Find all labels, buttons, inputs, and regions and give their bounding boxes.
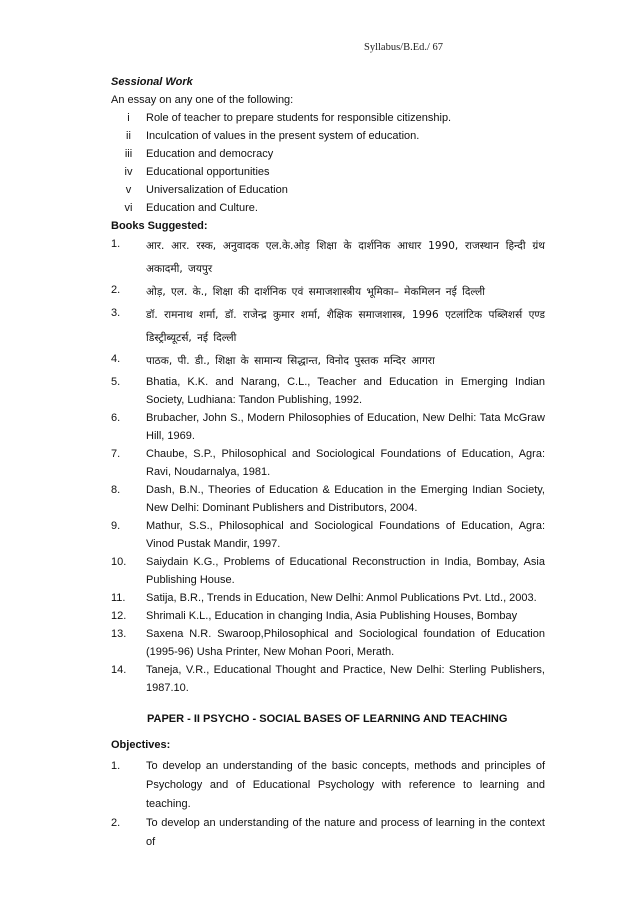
book-citation: Shrimali K.L., Education in changing India, Asia Publishing Houses, Bombay (146, 610, 518, 622)
item-number: iv (124, 166, 133, 178)
objective-text: To develop an understanding of the nature and process of learning in the context of (146, 817, 545, 848)
book-entry (111, 409, 545, 445)
objective-number: 2. (111, 817, 121, 829)
item-text: Universalization of Education (146, 184, 288, 196)
book-entry (111, 373, 545, 409)
page-reference: Syllabus/B.Ed./ 67 (364, 42, 444, 53)
book-entry (111, 607, 545, 625)
book-number: 10. (111, 556, 127, 568)
book-citation: Chaube, S.P., Philosophical and Sociological Foundations of Education, Agra: Ravi, Noudarnalya, 1981. (146, 448, 545, 478)
book-citation: Saxena N.R. Swaroop,Philosophical and Sociological foundation of Education (1995-96) Usha Printer, New Mohan Poori, Merath. (146, 628, 545, 658)
item-text: Education and Culture. (146, 202, 258, 214)
book-number: 5. (111, 376, 121, 388)
book-number: 7. (111, 448, 121, 460)
paper-title: PAPER - II PSYCHO - SOCIAL BASES OF LEARNING AND TEACHING (147, 713, 508, 725)
objective-number: 1. (111, 760, 121, 772)
book-entry (111, 350, 545, 373)
book-citation: Dash, B.N., Theories of Education & Education in the Emerging Indian Society, New Delhi: Dominant Publishers and Distributors, 2004. (146, 484, 545, 514)
books-suggested-heading: Books Suggested: (111, 220, 208, 232)
sessional-and-books-section (111, 73, 545, 697)
objective-item (111, 757, 545, 814)
book-number: 11. (111, 592, 126, 604)
book-entry (111, 481, 545, 517)
book-number: 8. (111, 484, 121, 496)
book-entry (111, 235, 545, 281)
sessional-work-heading: Sessional Work (111, 76, 193, 88)
book-number: 6. (111, 412, 121, 424)
book-number: 14. (111, 664, 127, 676)
book-number: 13. (111, 628, 127, 640)
book-citation: डॉ. रामनाथ शर्मा, डॉ. राजेन्द्र कुमार शर्मा, शैक्षिक समाजशास्त्र, 1996 एटलांटिक पब्लिशर्स एण्ड डिस्ट्रीब्यूटर्स, नई दिल्ली (146, 309, 545, 344)
books-list (111, 235, 545, 697)
list-item (111, 163, 545, 181)
book-citation: Saiydain K.G., Problems of Educational Reconstruction in India, Bombay, Asia Publishing House. (146, 556, 545, 586)
book-citation: पाठक, पी. डी., शिक्षा के सामान्य सिद्धान्त, विनोद पुस्तक मन्दिर आगरा (146, 355, 435, 367)
book-entry (111, 553, 545, 589)
objective-text: To develop an understanding of the basic concepts, methods and principles of Psychology and of Educational Psychology with reference to learning and teaching. (146, 760, 545, 810)
book-citation: Satija, B.R., Trends in Education, New Delhi: Anmol Publications Pvt. Ltd., 2003. (146, 592, 537, 604)
sessional-intro: An essay on any one of the following: (111, 94, 294, 106)
book-entry (111, 625, 545, 661)
book-number: 3. (111, 307, 121, 319)
objectives-heading: Objectives: (111, 739, 171, 751)
book-citation: Mathur, S.S., Philosophical and Sociological Foundations of Education, Agra: Vinod Pustak Mandir, 1997. (146, 520, 545, 550)
item-text: Education and democracy (146, 148, 274, 160)
book-entry (111, 281, 545, 304)
book-entry (111, 661, 545, 697)
essay-topic-list (111, 109, 545, 217)
list-item (111, 199, 545, 217)
book-number: 2. (111, 284, 121, 296)
book-citation: आर. आर. रस्क, अनुवादक एल.के.ओड़ शिक्षा के दार्शनिक आधार 1990, राजस्थान हिन्दी ग्रंथ अकादमी, जयपुर (146, 240, 545, 275)
item-text: Role of teacher to prepare students for responsible citizenship. (146, 112, 452, 124)
list-item (111, 127, 545, 145)
item-number: i (127, 112, 130, 124)
book-entry (111, 445, 545, 481)
objective-item (111, 814, 545, 852)
item-number: iii (124, 148, 133, 160)
list-item (111, 145, 545, 163)
book-entry (111, 517, 545, 553)
objectives-section (111, 736, 545, 852)
item-number: v (125, 184, 132, 196)
item-number: ii (126, 130, 131, 142)
book-number: 4. (111, 353, 121, 365)
book-citation: ओड़, एल. के., शिक्षा की दार्शनिक एवं समाजशास्त्रीय भूमिका– मेकमिलन नई दिल्ली (146, 286, 485, 298)
objectives-list (111, 757, 545, 852)
book-number: 1. (111, 238, 121, 250)
book-citation: Brubacher, John S., Modern Philosophies of Education, New Delhi: Tata McGraw Hill, 1969. (146, 412, 545, 442)
item-text: Educational opportunities (146, 166, 270, 178)
item-number: vi (124, 202, 133, 214)
list-item (111, 181, 545, 199)
book-entry (111, 304, 545, 350)
item-text: Inculcation of values in the present system of education. (146, 130, 420, 142)
book-citation: Bhatia, K.K. and Narang, C.L., Teacher and Education in Emerging Indian Society, Ludhiana: Tandon Publishing, 1992. (146, 376, 545, 406)
book-number: 12. (111, 610, 127, 622)
book-entry (111, 589, 545, 607)
book-number: 9. (111, 520, 121, 532)
list-item (111, 109, 545, 127)
book-citation: Taneja, V.R., Educational Thought and Practice, New Delhi: Sterling Publishers, 1987.10. (146, 664, 545, 694)
